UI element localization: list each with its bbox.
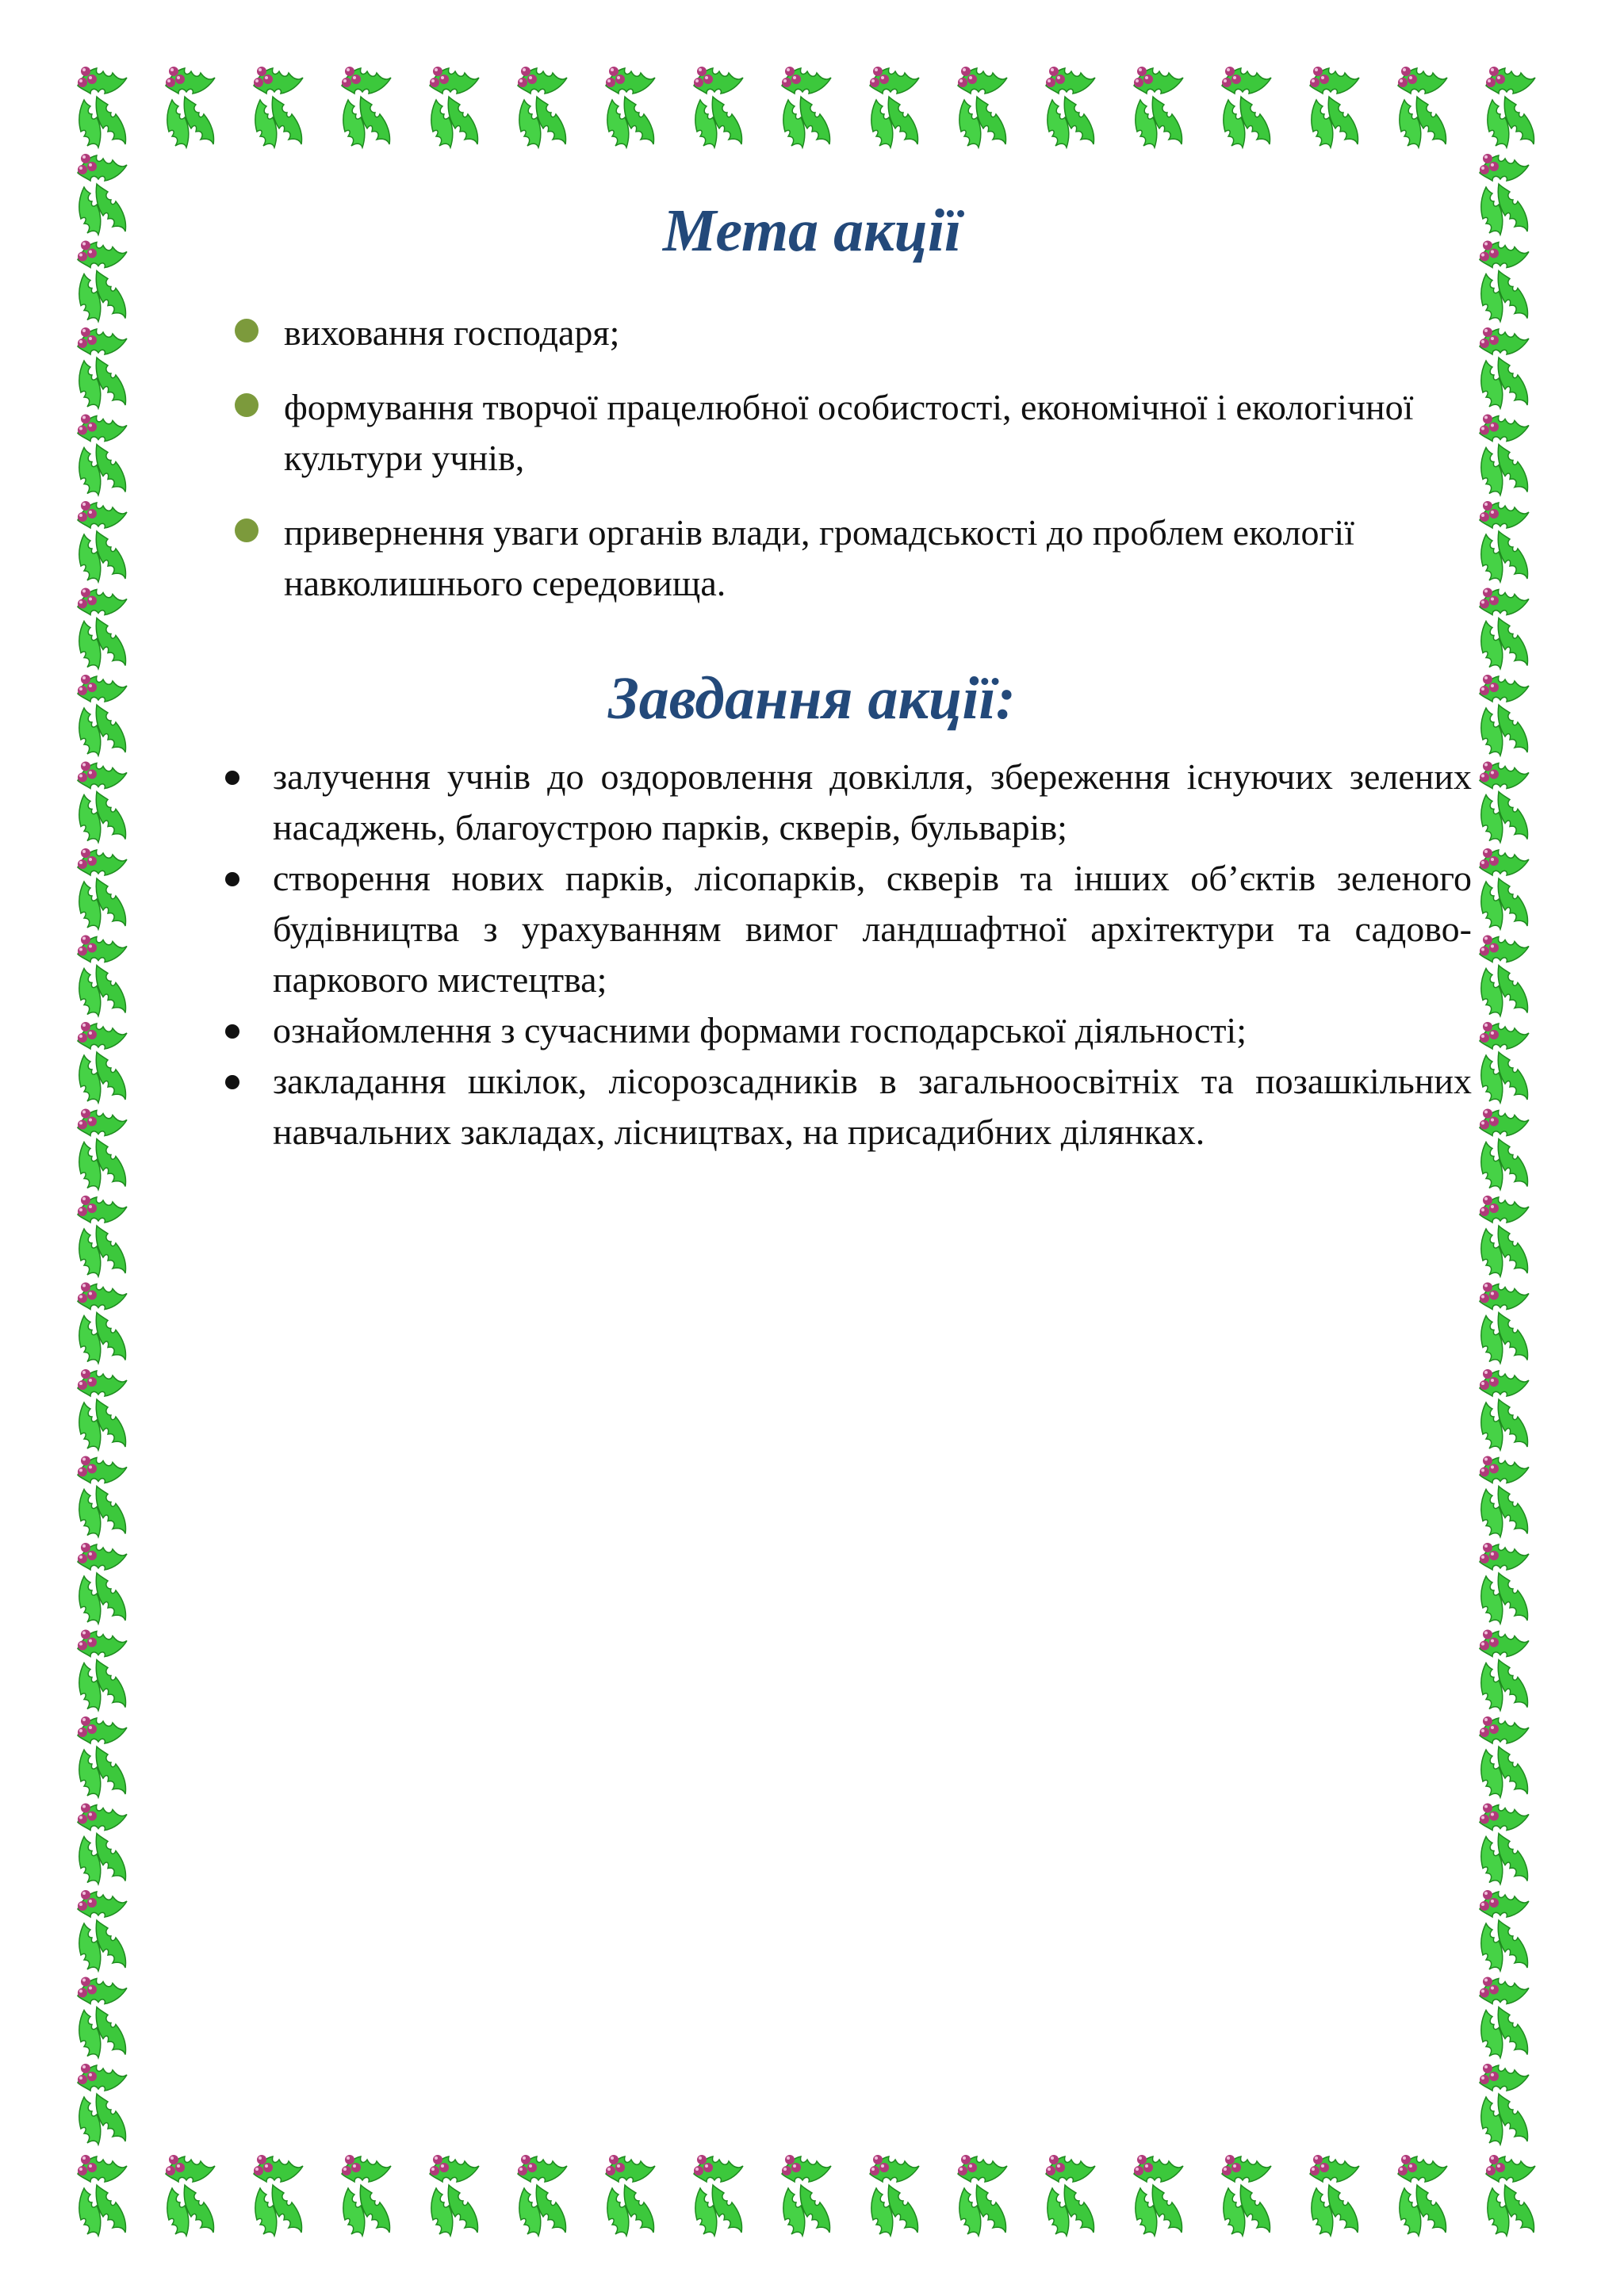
task-item bbox=[222, 752, 1472, 853]
goal-text: формування творчої працелюбної особистості, економічної і екологічної культури учнів, bbox=[284, 387, 1414, 478]
bullet-icon bbox=[225, 1024, 239, 1039]
task-text: закладання шкілок, лісорозсадників в загальноосвітніх та позашкільних навчальних закладах, лісництвах, на присадибних ділянках. bbox=[273, 1061, 1472, 1152]
task-item bbox=[222, 1056, 1472, 1158]
bullet-icon bbox=[235, 393, 259, 417]
task-text: створення нових парків, лісопарків, скверів та інших об’єктів зеленого будівництва з урахуванням вимог ландшафтної архітектури та садово-паркового мистецтва; bbox=[273, 858, 1472, 1000]
goal-text: привернення уваги органів влади, громадськості до проблем екології навколишнього середовища. bbox=[284, 512, 1354, 603]
bullet-icon bbox=[225, 1075, 239, 1089]
task-item bbox=[222, 1005, 1472, 1056]
bullet-icon bbox=[235, 319, 259, 342]
goal-text: виховання господаря; bbox=[284, 312, 620, 353]
tasks-title: Завдання акції: bbox=[608, 665, 1016, 732]
task-text: ознайомлення з сучасними формами господарської діяльності; bbox=[273, 1010, 1247, 1050]
task-item bbox=[222, 853, 1472, 1005]
bullet-icon bbox=[235, 519, 259, 542]
goals-title: Мета акції bbox=[662, 197, 962, 264]
goals-list bbox=[235, 308, 1472, 633]
task-text: залучення учнів до оздоровлення довкілля, збереження існуючих зелених насаджень, благоустрою парків, скверів, бульварів; bbox=[273, 756, 1472, 848]
bullet-icon bbox=[225, 872, 239, 886]
bullet-icon bbox=[225, 771, 239, 785]
goal-item bbox=[235, 507, 1472, 609]
goal-item bbox=[235, 308, 1472, 358]
goal-item bbox=[235, 382, 1472, 484]
tasks-list bbox=[222, 752, 1472, 1158]
